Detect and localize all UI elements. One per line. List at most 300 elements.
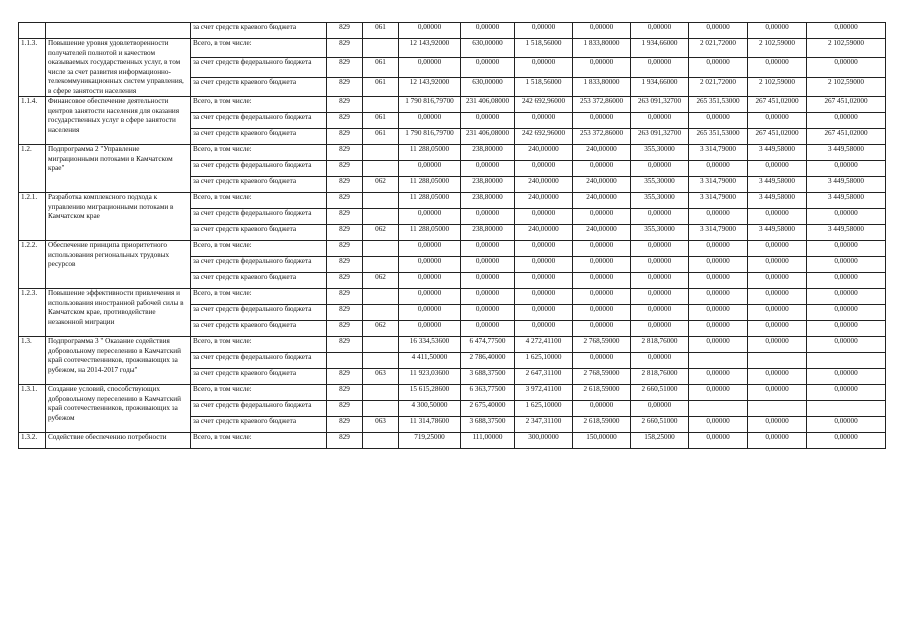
amount-cell: 0,00000 <box>515 113 573 129</box>
amount-cell: 0,00000 <box>748 305 807 321</box>
amount-cell: 2 347,31100 <box>515 417 573 433</box>
amount-cell: 2 660,51000 <box>631 417 689 433</box>
amount-cell: 0,00000 <box>461 23 515 39</box>
target-code: 061 <box>363 113 399 129</box>
amount-cell: 253 372,86000 <box>573 129 631 145</box>
funding-source: за счет средств федерального бюджета <box>191 161 327 177</box>
measure-name: Подпрограмма 3 " Оказание содействия добровольному переселению в Камчатский край соотечественников, проживающих за рубежом, на 2014-2017 годы" <box>46 337 191 385</box>
target-code <box>363 161 399 177</box>
funding-source: за счет средств федерального бюджета <box>191 257 327 273</box>
amount-cell: 1 833,80000 <box>573 77 631 96</box>
target-code: 062 <box>363 177 399 193</box>
amount-cell: 0,00000 <box>573 273 631 289</box>
amount-cell <box>807 401 886 417</box>
target-code <box>363 305 399 321</box>
amount-cell: 0,00000 <box>461 273 515 289</box>
amount-cell: 0,00000 <box>631 353 689 369</box>
amount-cell: 3 314,79000 <box>689 225 748 241</box>
amount-cell: 300,00000 <box>515 433 573 449</box>
table-row <box>19 193 886 209</box>
amount-cell: 1 790 816,79700 <box>399 129 461 145</box>
amount-cell: 0,00000 <box>807 209 886 225</box>
funding-source: за счет средств краевого бюджета <box>191 321 327 337</box>
amount-cell: 2 618,59000 <box>573 417 631 433</box>
funding-source: за счет средств краевого бюджета <box>191 273 327 289</box>
amount-cell: 0,00000 <box>461 209 515 225</box>
amount-cell: 0,00000 <box>689 241 748 257</box>
amount-cell: 231 406,08000 <box>461 97 515 113</box>
amount-cell: 1 625,10000 <box>515 353 573 369</box>
amount-cell: 3 449,58000 <box>748 193 807 209</box>
amount-cell: 1 934,66000 <box>631 77 689 96</box>
funding-source: Всего, в том числе: <box>191 337 327 353</box>
amount-cell: 2 021,72000 <box>689 77 748 96</box>
amount-cell: 0,00000 <box>807 113 886 129</box>
amount-cell: 0,00000 <box>748 337 807 353</box>
amount-cell: 240,00000 <box>573 145 631 161</box>
table-row <box>19 145 886 161</box>
funding-source: за счет средств краевого бюджета <box>191 77 327 96</box>
grbs-code: 829 <box>327 145 363 161</box>
amount-cell: 0,00000 <box>399 257 461 273</box>
measure-name: Повышение уровня удовлетворенности получателей полнотой и качеством оказываемых государственных услуг, в том числе за счет развития информационно-телекоммуникационных систем управления, в сфере занятости населения <box>46 39 191 97</box>
row-number: 1.3. <box>19 337 46 385</box>
amount-cell: 0,00000 <box>748 321 807 337</box>
row-number: 1.3.2. <box>19 433 46 449</box>
amount-cell: 3 314,79000 <box>689 193 748 209</box>
amount-cell: 3 449,58000 <box>807 225 886 241</box>
amount-cell: 0,00000 <box>748 369 807 385</box>
amount-cell: 242 692,96000 <box>515 97 573 113</box>
grbs-code: 829 <box>327 77 363 96</box>
amount-cell: 2 818,76000 <box>631 337 689 353</box>
target-code: 061 <box>363 23 399 39</box>
grbs-code: 829 <box>327 161 363 177</box>
grbs-code: 829 <box>327 129 363 145</box>
funding-source: Всего, в том числе: <box>191 193 327 209</box>
measure-name <box>46 23 191 39</box>
funding-source: Всего, в том числе: <box>191 385 327 401</box>
grbs-code: 829 <box>327 209 363 225</box>
amount-cell: 0,00000 <box>748 58 807 77</box>
amount-cell: 2 768,59000 <box>573 369 631 385</box>
amount-cell: 2 618,59000 <box>573 385 631 401</box>
table-row <box>19 241 886 257</box>
amount-cell: 11 288,05000 <box>399 145 461 161</box>
grbs-code: 829 <box>327 385 363 401</box>
amount-cell: 355,30000 <box>631 225 689 241</box>
grbs-code: 829 <box>327 369 363 385</box>
amount-cell: 355,30000 <box>631 193 689 209</box>
funding-source: за счет средств федерального бюджета <box>191 353 327 369</box>
target-code <box>363 289 399 305</box>
amount-cell: 267 451,02000 <box>807 129 886 145</box>
measure-name: Повышение эффективности привлечения и использования иностранной рабочей силы в Камчатском крае, противодействие незаконной миграции <box>46 289 191 337</box>
amount-cell: 1 790 816,79700 <box>399 97 461 113</box>
amount-cell: 3 449,58000 <box>807 193 886 209</box>
table-row <box>19 23 886 39</box>
amount-cell: 0,00000 <box>748 289 807 305</box>
amount-cell <box>689 401 748 417</box>
table-row <box>19 289 886 305</box>
target-code <box>363 39 399 58</box>
amount-cell: 0,00000 <box>399 241 461 257</box>
amount-cell: 0,00000 <box>399 23 461 39</box>
amount-cell: 0,00000 <box>461 289 515 305</box>
amount-cell: 0,00000 <box>573 161 631 177</box>
amount-cell: 0,00000 <box>573 401 631 417</box>
amount-cell: 15 615,28600 <box>399 385 461 401</box>
amount-cell: 0,00000 <box>515 209 573 225</box>
amount-cell: 2 786,40000 <box>461 353 515 369</box>
funding-source: за счет средств федерального бюджета <box>191 305 327 321</box>
amount-cell: 0,00000 <box>689 369 748 385</box>
amount-cell: 0,00000 <box>399 321 461 337</box>
amount-cell: 0,00000 <box>573 257 631 273</box>
target-code: 062 <box>363 225 399 241</box>
amount-cell: 0,00000 <box>515 161 573 177</box>
row-number: 1.2.3. <box>19 289 46 337</box>
amount-cell: 0,00000 <box>461 58 515 77</box>
grbs-code: 829 <box>327 433 363 449</box>
amount-cell: 0,00000 <box>807 161 886 177</box>
amount-cell: 0,00000 <box>573 305 631 321</box>
budget-table <box>18 22 886 449</box>
amount-cell: 0,00000 <box>748 385 807 401</box>
amount-cell: 0,00000 <box>748 433 807 449</box>
table-row <box>19 433 886 449</box>
amount-cell <box>689 353 748 369</box>
amount-cell: 238,80000 <box>461 145 515 161</box>
amount-cell: 6 363,77500 <box>461 385 515 401</box>
amount-cell: 12 143,92000 <box>399 39 461 58</box>
target-code: 062 <box>363 273 399 289</box>
target-code: 061 <box>363 58 399 77</box>
target-code <box>363 241 399 257</box>
amount-cell: 630,00000 <box>461 77 515 96</box>
funding-source: Всего, в том числе: <box>191 39 327 58</box>
amount-cell: 267 451,02000 <box>748 129 807 145</box>
row-number: 1.1.4. <box>19 97 46 145</box>
amount-cell: 12 143,92000 <box>399 77 461 96</box>
target-code: 061 <box>363 77 399 96</box>
row-number: 1.3.1. <box>19 385 46 433</box>
amount-cell: 0,00000 <box>748 161 807 177</box>
amount-cell: 0,00000 <box>515 305 573 321</box>
table-row <box>19 97 886 113</box>
amount-cell: 0,00000 <box>631 305 689 321</box>
amount-cell: 0,00000 <box>515 241 573 257</box>
row-number <box>19 23 46 39</box>
funding-source: за счет средств федерального бюджета <box>191 113 327 129</box>
amount-cell: 2 102,59000 <box>748 77 807 96</box>
target-code: 063 <box>363 369 399 385</box>
amount-cell: 0,00000 <box>631 401 689 417</box>
target-code: 061 <box>363 129 399 145</box>
amount-cell: 0,00000 <box>807 23 886 39</box>
amount-cell: 0,00000 <box>807 241 886 257</box>
amount-cell: 0,00000 <box>689 385 748 401</box>
amount-cell: 2 102,59000 <box>807 77 886 96</box>
amount-cell: 11 288,05000 <box>399 225 461 241</box>
amount-cell <box>748 353 807 369</box>
amount-cell: 719,25000 <box>399 433 461 449</box>
funding-source: Всего, в том числе: <box>191 241 327 257</box>
amount-cell: 0,00000 <box>689 113 748 129</box>
amount-cell: 0,00000 <box>631 321 689 337</box>
grbs-code: 829 <box>327 305 363 321</box>
amount-cell: 0,00000 <box>631 161 689 177</box>
target-code <box>363 401 399 417</box>
target-code <box>363 145 399 161</box>
funding-source: за счет средств краевого бюджета <box>191 129 327 145</box>
grbs-code: 829 <box>327 273 363 289</box>
amount-cell: 240,00000 <box>515 193 573 209</box>
grbs-code: 829 <box>327 337 363 353</box>
amount-cell: 0,00000 <box>573 23 631 39</box>
amount-cell: 0,00000 <box>689 289 748 305</box>
amount-cell: 3 314,79000 <box>689 177 748 193</box>
amount-cell: 3 688,37500 <box>461 417 515 433</box>
row-number: 1.2.2. <box>19 241 46 289</box>
amount-cell: 0,00000 <box>515 321 573 337</box>
amount-cell: 0,00000 <box>689 58 748 77</box>
amount-cell: 1 625,10000 <box>515 401 573 417</box>
amount-cell: 0,00000 <box>631 257 689 273</box>
amount-cell: 240,00000 <box>573 225 631 241</box>
grbs-code: 829 <box>327 177 363 193</box>
amount-cell: 2 021,72000 <box>689 39 748 58</box>
amount-cell: 6 474,77500 <box>461 337 515 353</box>
amount-cell: 1 518,56000 <box>515 77 573 96</box>
target-code <box>363 97 399 113</box>
amount-cell: 0,00000 <box>399 305 461 321</box>
amount-cell: 238,80000 <box>461 225 515 241</box>
amount-cell: 0,00000 <box>515 257 573 273</box>
grbs-code: 829 <box>327 39 363 58</box>
amount-cell: 253 372,86000 <box>573 97 631 113</box>
budget-table-body <box>19 23 886 449</box>
amount-cell: 2 102,59000 <box>807 39 886 58</box>
table-row <box>19 39 886 58</box>
amount-cell: 11 288,05000 <box>399 193 461 209</box>
amount-cell: 0,00000 <box>461 161 515 177</box>
amount-cell: 4 272,41100 <box>515 337 573 353</box>
amount-cell: 0,00000 <box>515 23 573 39</box>
amount-cell: 242 692,96000 <box>515 129 573 145</box>
amount-cell: 240,00000 <box>515 145 573 161</box>
amount-cell: 0,00000 <box>748 417 807 433</box>
budget-table-sheet <box>18 22 885 449</box>
amount-cell: 0,00000 <box>631 273 689 289</box>
grbs-code: 829 <box>327 193 363 209</box>
amount-cell: 150,00000 <box>573 433 631 449</box>
amount-cell: 0,00000 <box>807 273 886 289</box>
amount-cell: 0,00000 <box>573 241 631 257</box>
measure-name: Создание условий, способствующих добровольному переселению в Камчатский край соотечественников, проживающих за рубежом <box>46 385 191 433</box>
amount-cell: 630,00000 <box>461 39 515 58</box>
amount-cell: 0,00000 <box>515 289 573 305</box>
amount-cell: 0,00000 <box>399 161 461 177</box>
amount-cell: 11 923,03600 <box>399 369 461 385</box>
amount-cell: 0,00000 <box>689 257 748 273</box>
amount-cell: 0,00000 <box>461 305 515 321</box>
amount-cell: 4 300,50000 <box>399 401 461 417</box>
funding-source: за счет средств краевого бюджета <box>191 23 327 39</box>
table-row <box>19 337 886 353</box>
funding-source: за счет средств краевого бюджета <box>191 177 327 193</box>
measure-name: Обеспечение принципа приоритетного использования региональных трудовых ресурсов <box>46 241 191 289</box>
target-code: 063 <box>363 417 399 433</box>
amount-cell <box>807 353 886 369</box>
amount-cell: 0,00000 <box>748 273 807 289</box>
amount-cell: 0,00000 <box>399 289 461 305</box>
amount-cell: 0,00000 <box>689 417 748 433</box>
amount-cell: 11 288,05000 <box>399 177 461 193</box>
amount-cell: 3 449,58000 <box>807 145 886 161</box>
amount-cell: 0,00000 <box>399 58 461 77</box>
amount-cell: 3 449,58000 <box>807 177 886 193</box>
grbs-code: 829 <box>327 257 363 273</box>
funding-source: за счет средств федерального бюджета <box>191 209 327 225</box>
grbs-code: 829 <box>327 113 363 129</box>
grbs-code: 829 <box>327 417 363 433</box>
target-code <box>363 257 399 273</box>
amount-cell: 11 314,78600 <box>399 417 461 433</box>
target-code <box>363 433 399 449</box>
amount-cell: 0,00000 <box>748 209 807 225</box>
amount-cell: 0,00000 <box>631 289 689 305</box>
amount-cell: 0,00000 <box>515 58 573 77</box>
amount-cell: 240,00000 <box>573 177 631 193</box>
amount-cell: 1 518,56000 <box>515 39 573 58</box>
amount-cell: 0,00000 <box>689 433 748 449</box>
amount-cell: 4 411,50000 <box>399 353 461 369</box>
amount-cell: 0,00000 <box>461 241 515 257</box>
amount-cell: 0,00000 <box>573 289 631 305</box>
amount-cell: 0,00000 <box>748 23 807 39</box>
amount-cell: 0,00000 <box>461 113 515 129</box>
amount-cell: 3 688,37500 <box>461 369 515 385</box>
amount-cell: 3 449,58000 <box>748 225 807 241</box>
amount-cell: 0,00000 <box>748 257 807 273</box>
grbs-code: 829 <box>327 289 363 305</box>
target-code <box>363 209 399 225</box>
measure-name: Содействие обеспечению потребности <box>46 433 191 449</box>
amount-cell: 0,00000 <box>573 58 631 77</box>
amount-cell: 3 449,58000 <box>748 177 807 193</box>
amount-cell: 2 660,51000 <box>631 385 689 401</box>
amount-cell: 0,00000 <box>573 321 631 337</box>
funding-source: Всего, в том числе: <box>191 97 327 113</box>
amount-cell: 3 972,41100 <box>515 385 573 401</box>
grbs-code: 829 <box>327 225 363 241</box>
amount-cell: 240,00000 <box>573 193 631 209</box>
amount-cell: 0,00000 <box>631 209 689 225</box>
grbs-code <box>327 353 363 369</box>
amount-cell: 0,00000 <box>573 353 631 369</box>
amount-cell: 0,00000 <box>807 417 886 433</box>
amount-cell: 267 451,02000 <box>807 97 886 113</box>
amount-cell: 0,00000 <box>515 273 573 289</box>
amount-cell: 0,00000 <box>748 113 807 129</box>
amount-cell: 0,00000 <box>631 23 689 39</box>
measure-name: Подпрограмма 2 "Управление миграционными потоками в Камчатском крае" <box>46 145 191 193</box>
target-code <box>363 385 399 401</box>
amount-cell: 2 647,31100 <box>515 369 573 385</box>
funding-source: Всего, в том числе: <box>191 145 327 161</box>
amount-cell: 0,00000 <box>807 385 886 401</box>
amount-cell: 0,00000 <box>689 321 748 337</box>
funding-source: Всего, в том числе: <box>191 433 327 449</box>
grbs-code: 829 <box>327 321 363 337</box>
funding-source: за счет средств краевого бюджета <box>191 225 327 241</box>
amount-cell: 1 833,80000 <box>573 39 631 58</box>
funding-source: за счет средств краевого бюджета <box>191 417 327 433</box>
amount-cell: 0,00000 <box>631 58 689 77</box>
amount-cell: 0,00000 <box>807 369 886 385</box>
amount-cell: 0,00000 <box>399 273 461 289</box>
amount-cell: 0,00000 <box>461 257 515 273</box>
target-code <box>363 337 399 353</box>
amount-cell: 0,00000 <box>631 241 689 257</box>
amount-cell: 0,00000 <box>807 305 886 321</box>
row-number: 1.1.3. <box>19 39 46 97</box>
amount-cell: 0,00000 <box>631 113 689 129</box>
amount-cell: 0,00000 <box>807 58 886 77</box>
amount-cell: 3 314,79000 <box>689 145 748 161</box>
grbs-code: 829 <box>327 58 363 77</box>
amount-cell: 0,00000 <box>748 241 807 257</box>
amount-cell: 2 768,59000 <box>573 337 631 353</box>
amount-cell: 265 351,53000 <box>689 129 748 145</box>
amount-cell: 0,00000 <box>689 305 748 321</box>
measure-name: Разработка комплексного подхода к управлению миграционными потоками в Камчатском крае <box>46 193 191 241</box>
amount-cell <box>748 401 807 417</box>
table-row <box>19 385 886 401</box>
amount-cell: 240,00000 <box>515 177 573 193</box>
amount-cell: 263 091,32700 <box>631 129 689 145</box>
amount-cell: 0,00000 <box>689 161 748 177</box>
amount-cell: 0,00000 <box>689 23 748 39</box>
grbs-code: 829 <box>327 23 363 39</box>
amount-cell: 0,00000 <box>807 257 886 273</box>
funding-source: за счет средств федерального бюджета <box>191 58 327 77</box>
amount-cell: 0,00000 <box>399 209 461 225</box>
grbs-code: 829 <box>327 241 363 257</box>
funding-source: Всего, в том числе: <box>191 289 327 305</box>
amount-cell: 2 675,40000 <box>461 401 515 417</box>
amount-cell: 0,00000 <box>807 433 886 449</box>
measure-name: Финансовое обеспечение деятельности центров занятости населения для оказания государственных услуг в сфере занятости населения <box>46 97 191 145</box>
funding-source: за счет средств краевого бюджета <box>191 369 327 385</box>
target-code <box>363 353 399 369</box>
target-code: 062 <box>363 321 399 337</box>
amount-cell: 0,00000 <box>689 273 748 289</box>
amount-cell: 16 334,53600 <box>399 337 461 353</box>
amount-cell: 355,30000 <box>631 145 689 161</box>
amount-cell: 231 406,08000 <box>461 129 515 145</box>
amount-cell: 0,00000 <box>807 321 886 337</box>
amount-cell: 265 351,53000 <box>689 97 748 113</box>
amount-cell: 240,00000 <box>515 225 573 241</box>
amount-cell: 0,00000 <box>689 337 748 353</box>
page-bottom-margin <box>18 564 885 640</box>
amount-cell: 0,00000 <box>573 113 631 129</box>
grbs-code: 829 <box>327 97 363 113</box>
amount-cell: 111,00000 <box>461 433 515 449</box>
amount-cell: 158,25000 <box>631 433 689 449</box>
